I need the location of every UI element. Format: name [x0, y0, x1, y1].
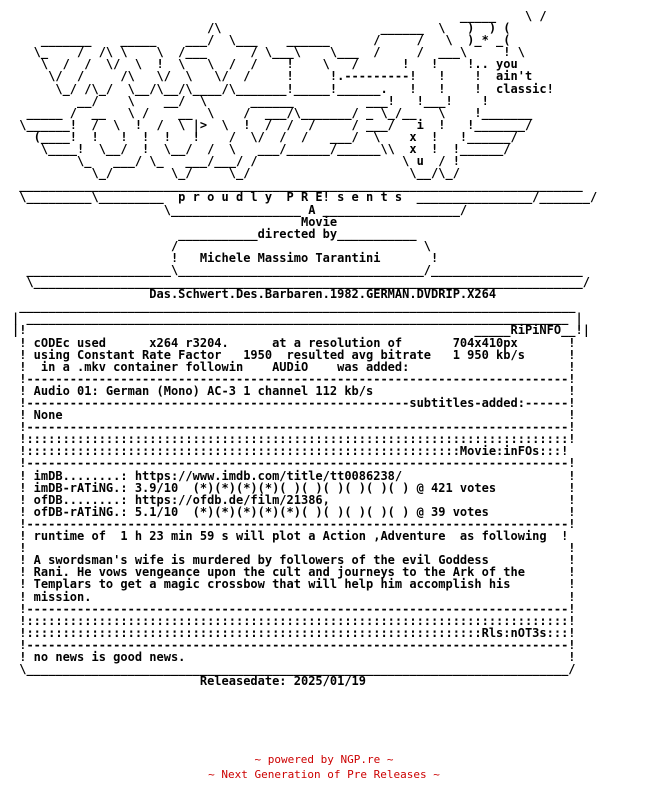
nfo-line: / \ — [12, 238, 432, 253]
tagline-text: ~ Next Generation of Pre Releases ~ — [208, 768, 440, 781]
nfo-line: _______ _____ ___/ \___ ______ / / \ )_* _( — [12, 33, 511, 48]
nfo-line: !::::::::::::::::::::::::::::::::::::::::::::::::::::::::::::Movie:inFOs:::! — [12, 444, 569, 459]
nfo-line: /\ ______ \ ) ) ( — [12, 21, 511, 36]
nfo-line: |! _____RiPiNFO__!| — [12, 323, 590, 338]
nfo-line: \__________________ A ___________________/ — [12, 202, 468, 217]
nfo-text — [12, 10, 597, 687]
nfo-line: \_/ /\_/ \__/\__/\____/\_______!_____!______. ! ! ! classic! — [12, 81, 554, 96]
nfo-line: ! None ! — [12, 408, 576, 423]
nfo-line: ! using Constant Rate Factor 1950 resulted avg bitrate 1 950 kb/s ! — [12, 347, 576, 362]
nfo-line: ! imDB-rATiNG.: 3.9/10 (*)(*)(*)(*)( )( )( )( )( )( ) @ 421 votes ! — [12, 480, 576, 495]
nfo-line: Das.Schwert.Des.Barbaren.1982.GERMAN.DVDRIP.X264 — [12, 287, 497, 302]
nfo-line: \_ / /\ \ \ /___ / \___\ \___ / / ___\ ! \ — [12, 45, 525, 60]
nfo-line: !---------------------------------------------------------------------------! — [12, 456, 576, 471]
nfo-line: ! ! — [12, 541, 576, 556]
nfo-line: !:::::::::::::::::::::::::::::::::::::::::::::::::::::::::::::::::::::::::::! — [12, 432, 576, 447]
nfo-line: \ / / \/ \ ! \ \ / / ! \ / ! ! !.. you — [12, 57, 518, 72]
nfo-line: !---------------------------------------------------------------------------! — [12, 601, 576, 616]
footer — [0, 752, 648, 782]
nfo-line: \_/ \_/ \_/ \__/\_/ — [12, 166, 460, 181]
nfo-line: ! in a .mkv container followin AUDiO was added: ! — [12, 359, 576, 374]
nfo-line: ! no news is good news. ! — [12, 649, 576, 664]
nfo-line: \____! \__/ ! \__/ / \ ___/______/______\\ x ! !______/ — [12, 142, 511, 157]
nfo-line: ______________________________________________________________________________ — [12, 178, 583, 193]
nfo-line: !-----------------------------------------------------subtitles-added:------! — [12, 396, 576, 410]
nfo-line: (____! ! ! ! ! ! / \/ / / ___/ \ x ! !______/ — [12, 129, 518, 144]
nfo-line: \/ / /\ \/ \ \/ / ! !.---------! ! ! ain't — [12, 69, 533, 84]
nfo-line: ! A swordsman's wife is murdered by followers of the evil Goddess ! — [12, 553, 576, 568]
nfo-line: !---------------------------------------------------------------------------! — [12, 371, 576, 386]
nfo-line: _____ \ / — [12, 9, 547, 23]
nfo-line: !:::::::::::::::::::::::::::::::::::::::::::::::::::::::::::::::Rls:nOT3s:::! — [12, 625, 576, 640]
nfo-line: !:::::::::::::::::::::::::::::::::::::::::::::::::::::::::::::::::::::::::::! — [12, 613, 576, 628]
nfo-line: ! Templars to get a magic crossbow that will help him accomplish his ! — [12, 577, 576, 592]
nfo-line: !---------------------------------------------------------------------------! — [12, 420, 576, 435]
nfo-line: ! ofDB........: https://ofdb.de/film/21386, ! — [12, 492, 576, 507]
powered-by-text: ~ powered by NGP.re ~ — [254, 753, 394, 766]
nfo-line: _____ / __ \ / __ \ / ___/\_______/ _ \_/__ \ !_______ — [12, 105, 533, 120]
nfo-line: !---------------------------------------------------------------------------! — [12, 637, 576, 652]
nfo-line: \____________________________________________________________________________/ — [12, 275, 590, 290]
nfo-line: ! cODEc used x264 r3204. at a resolution of 704x410px ! — [12, 335, 576, 350]
nfo-line: ! Michele Massimo Tarantini ! — [12, 250, 439, 265]
nfo-line: ! Audio 01: German (Mono) AC-3 1 channel 112 kb/s ! — [12, 383, 576, 398]
nfo-line: ! Rani. He vows vengeance upon the cult and journeys to the Ark of the ! — [12, 565, 576, 580]
nfo-line: ____________________\__________________________________/_____________________ — [12, 262, 583, 277]
nfo-line: __/ \ __/ \ ______ ___! !___! ! — [12, 93, 489, 108]
nfo-line: | ___________________________________________________________________________ | — [12, 311, 583, 326]
nfo-line: Releasedate: 2025/01/19 — [12, 674, 367, 689]
nfo-line: _____________________________________________________________________________ — [12, 299, 576, 314]
nfo-line: ___________directed by___________ — [12, 226, 417, 241]
nfo-line: \______! / \ ! / \ |> \ ! / / / / ___/ i ! !_______/ — [12, 117, 533, 132]
nfo-line: ! mission. ! — [12, 589, 576, 604]
nfo-line: \___________________________________________________________________________/ — [12, 662, 576, 677]
nfo-line: !---------------------------------------------------------------------------! — [12, 516, 576, 531]
nfo-line: \_ ___/ \_ ___/___/ / \ u / ! — [12, 154, 460, 169]
nfo-line: ! runtime of 1 h 23 min 59 s will plot a Action ,Adventure as following ! — [12, 529, 569, 544]
nfo-line: \_________\_________ p r o u d l y P R E! s e n t s ________________/_______/ — [12, 190, 598, 205]
nfo-line: ! imDB........: https://www.imdb.com/title/tt0086238/ ! — [12, 468, 576, 483]
nfo-line: ! ofDB-rATiNG.: 5.1/10 (*)(*)(*)(*)(*)( )( )( )( )( ) @ 39 votes ! — [12, 504, 576, 519]
nfo-line: Movie — [12, 214, 338, 229]
